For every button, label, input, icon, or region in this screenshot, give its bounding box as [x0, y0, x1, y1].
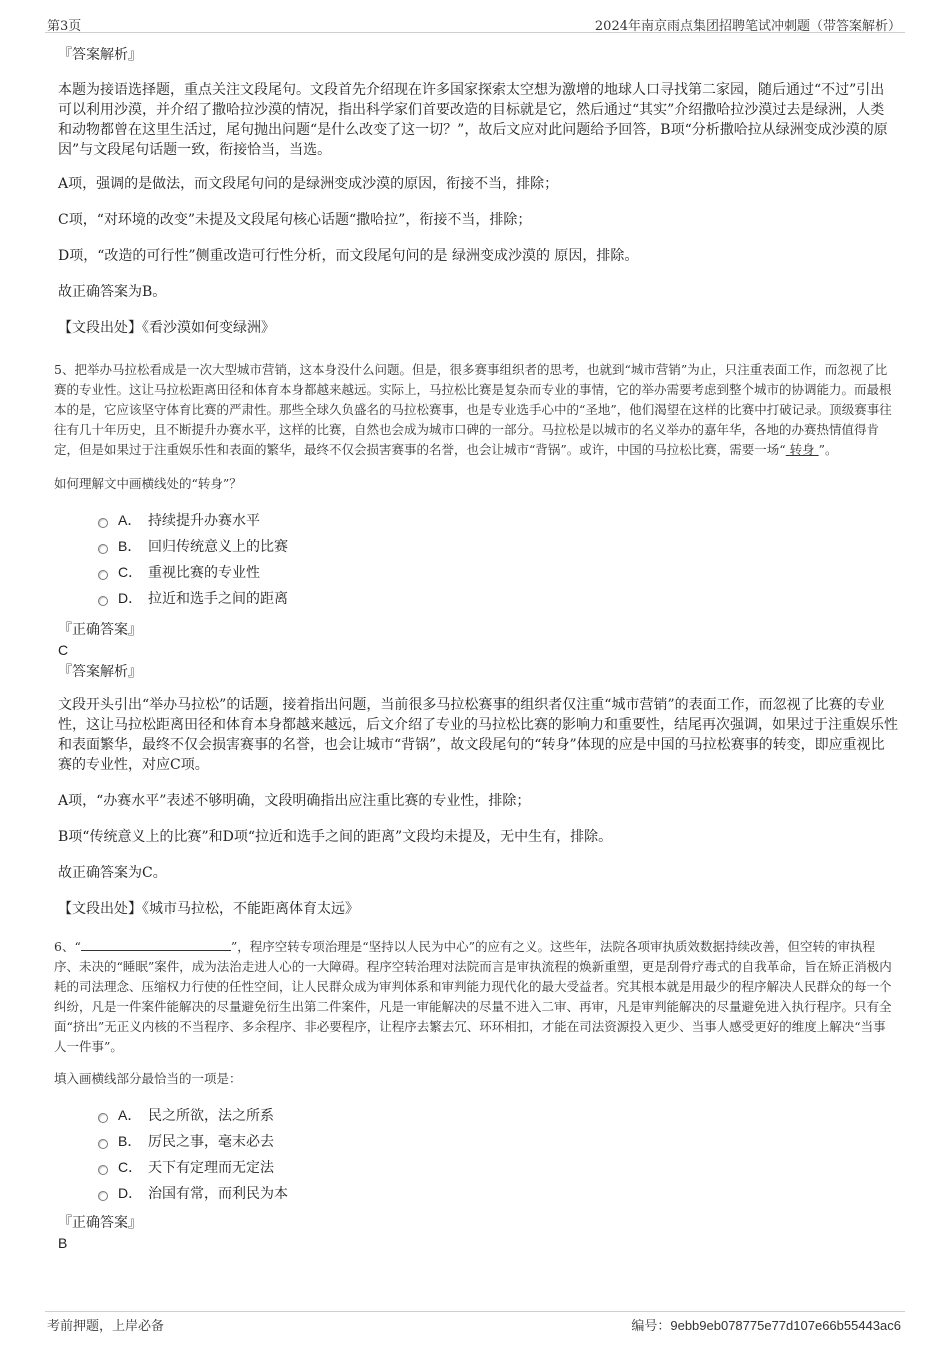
option-b[interactable]: B． 回归传统意义上的比赛 — [98, 533, 898, 559]
analysis-option-c: C项，“对环境的改变”未提及文段尾句核心话题“撒哈拉”，衔接不当，排除； — [58, 212, 532, 228]
radio-button-icon[interactable] — [98, 1139, 108, 1149]
question-5-prompt: 如何理解文中画横线处的“转身”？ — [54, 476, 242, 491]
option-d[interactable]: D． 治国有常，而利民为本 — [98, 1180, 898, 1206]
footer-slogan: 考前押题，上岸必备 — [47, 1319, 165, 1334]
option-a[interactable]: A． 民之所欲，法之所系 — [98, 1102, 898, 1128]
radio-button-icon[interactable] — [98, 570, 108, 580]
answer-value: C — [58, 641, 69, 658]
analysis-heading: 『答案解析』 — [58, 47, 142, 63]
radio-button-icon[interactable] — [98, 518, 108, 528]
analysis-heading: 『答案解析』 — [58, 663, 142, 680]
document-title: 2024年南京雨点集团招聘笔试冲刺题（带答案解析） — [594, 19, 901, 34]
question-5-stem: 5、把举办马拉松看成是一次大型城市营销，这本身没什么问题。但是，很多赛事组织者的思考，也就到“城市营销”为止，只注重表面工作，而忽视了比赛的专业性。这让马拉松距离田径和体育本身都越来越远。实际上，马拉松比赛是复杂而专业的事情，它的举办需要考虑到整个城市的协调能力。而最根本的是，它应该坚守体育比赛的严肃性。那些全球久负盛名的马拉松赛事，也是专业选手心中的“圣地”，他们渴望在这样的比赛中打破记录。顶级赛事往往有几十年历史，且不断提升办赛水平，这样的比赛，自然也会成为城市口碑的一部分。马拉松是以城市的名义举办的嘉年华，各地的办赛热情值得肯定，但是如果过于注重娱乐性和表面的繁华，最终不仅会损害赛事的名誉，也会让城市“背锅”。或许，中国的马拉松比赛，需要一场“ 转身 ”。 — [54, 362, 892, 457]
analysis-option-bd: B项“传统意义上的比赛”和D项“拉近和选手之间的距离”文段均未提及，无中生有，排除。 — [58, 828, 613, 845]
analysis-option-a: A项，“办赛水平”表述不够明确，文段明确指出应注重比赛的专业性，排除； — [58, 792, 531, 809]
radio-button-icon[interactable] — [98, 544, 108, 554]
fill-blank — [81, 938, 231, 951]
question-6-stem: 6、“ ”，程序空转专项治理是“坚持以人民为中心”的应有之义。这些年，法院各项审执质效数据持续改善，但空转的审执程序、未决的“睡眠”案件，成为法治走进人心的一大障碍。程序空转治理对法院而言是审执流程的焕新重塑，更是刮骨疗毒式的自我革命，旨在矫正消极内耗的司法理念、压缩权力行使的任性空间，让人民群众成为审判体系和审判能力现代化的最大受益者。究其根本就是用最少的程序解决人民群众的每一个纠纷，凡是一件案件能解决的尽量避免衍生出第二件案件，凡是一审能解决的尽量不进入二审、再审，凡是审判能解决的尽量避免进入执行程序。只有全面“挤出”无正义内核的不当程序、多余程序、非必要程序，让程序去繁去冗、环环相扣，才能在司法资源投入更少、当事人感受更好的维度上解决“当事人一件事”。 — [54, 938, 892, 1054]
analysis-conclusion: 故正确答案为C。 — [58, 864, 167, 881]
question-5-options — [58, 507, 898, 611]
option-c[interactable]: C． 重视比赛的专业性 — [98, 559, 898, 585]
option-b[interactable]: B． 厉民之事，毫末必去 — [98, 1128, 898, 1154]
option-d[interactable]: D． 拉近和选手之间的距离 — [98, 585, 898, 611]
passage-source: 【文段出处】《看沙漠如何变绿洲》 — [58, 320, 275, 336]
page-footer — [45, 1311, 905, 1332]
radio-button-icon[interactable] — [98, 596, 108, 606]
underlined-phrase: 转身 — [785, 442, 819, 457]
question-6-prompt: 填入画横线部分最恰当的一项是： — [54, 1071, 242, 1086]
analysis-option-a: A项，强调的是做法，而文段尾句问的是绿洲变成沙漠的原因，衔接不当，排除； — [58, 176, 559, 192]
document-id: 编号：9ebb9eb078775e77d107e66b55443ac6 — [631, 1318, 901, 1333]
radio-button-icon[interactable] — [98, 1165, 108, 1175]
analysis-paragraph: 文段开头引出“举办马拉松”的话题，接着指出问题，当前很多马拉松赛事的组织者仅注重“城市营销”的表面工作，而忽视了比赛的专业性，这让马拉松距离田径和体育本身都越来越远，后文介绍了专业的马拉松比赛的影响力和重要性，结尾再次强调，如果过于注重娱乐性和表面繁华，最终不仅会损害赛事的名誉，也会让城市“背锅”，故文段尾句的“转身”体现的应是中国的马拉松赛事的转变，即应重视比赛的专业性，对应C项。 — [58, 696, 898, 773]
answer-heading: 『正确答案』 — [58, 1214, 142, 1231]
analysis-option-d: D项，“改造的可行性”侧重改造可行性分析，而文段尾句问的是 绿洲变成沙漠的 原因，排除。 — [58, 248, 639, 264]
analysis-conclusion: 故正确答案为B。 — [58, 284, 167, 300]
passage-source: 【文段出处】《城市马拉松，不能距离体育太远》 — [58, 900, 359, 917]
radio-button-icon[interactable] — [98, 1113, 108, 1123]
option-a[interactable]: A． 持续提升办赛水平 — [98, 507, 898, 533]
page-header — [45, 12, 905, 33]
radio-button-icon[interactable] — [98, 1191, 108, 1201]
question-6-options — [58, 1102, 898, 1206]
analysis-paragraph: 本题为接语选择题，重点关注文段尾句。文段首先介绍现在许多国家探索太空想为激增的地球人口寻找第二家园，随后通过“不过”引出可以利用沙漠，并介绍了撒哈拉沙漠的情况，指出科学家们首要改造的目标就是它，然后通过“其实”介绍撒哈拉沙漠过去是绿洲，人类和动物都曾在这里生活过，尾句抛出问题“是什么改变了这一切？”，故后文应对此问题给予回答，B项“分析撒哈拉从绿洲变成沙漠的原因”与文段尾句话题一致，衔接恰当，当选。 — [58, 82, 888, 158]
answer-heading: 『正确答案』 — [58, 621, 142, 638]
page-number: 第3页 — [47, 19, 82, 34]
option-c[interactable]: C． 天下有定理而无定法 — [98, 1154, 898, 1180]
answer-value: B — [58, 1234, 68, 1251]
page-content — [54, 44, 898, 1252]
